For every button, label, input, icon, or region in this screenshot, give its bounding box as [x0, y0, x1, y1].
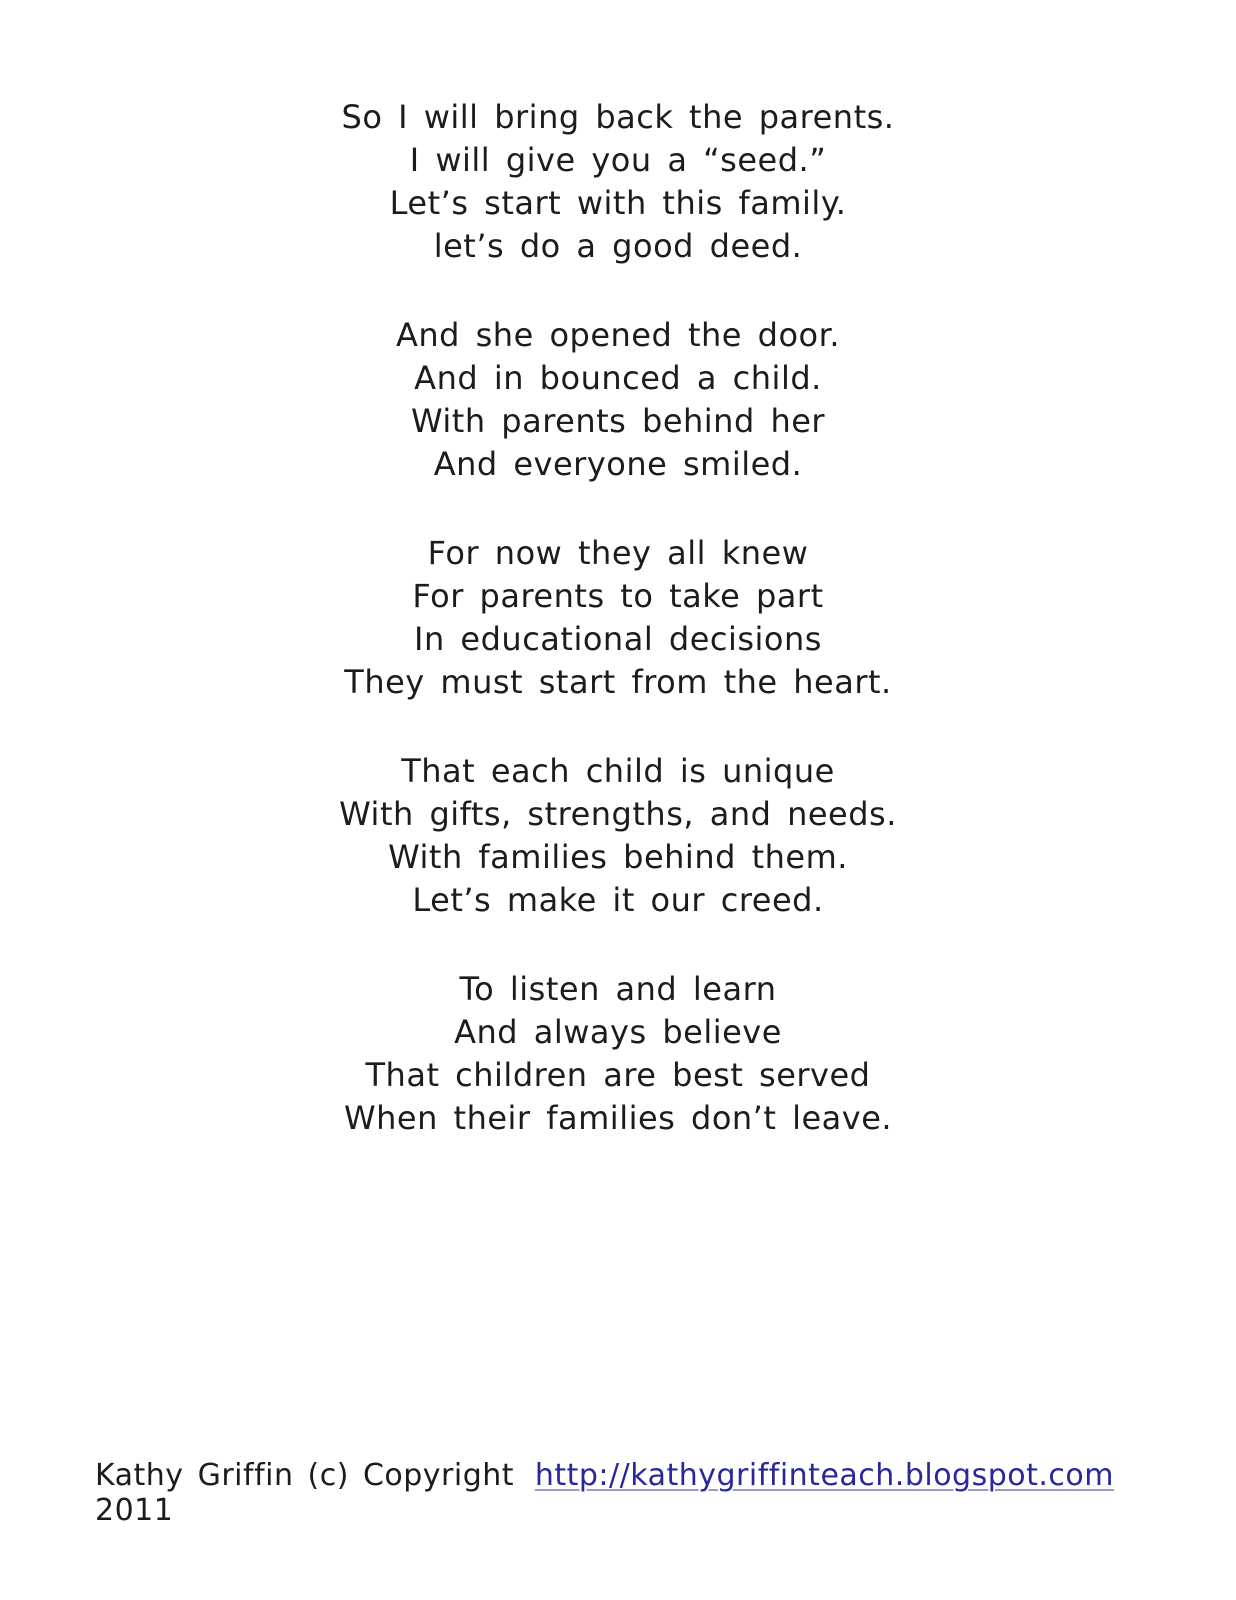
poem-line: When their families don’t leave.	[343, 1099, 893, 1137]
poem-line: So I will bring back the parents.	[341, 98, 895, 136]
poem-line: let’s do a good deed.	[433, 227, 803, 265]
poem-line: With parents behind her	[410, 402, 826, 440]
poem-stanza-4	[0, 750, 1236, 922]
poem-line: To listen and learn	[459, 970, 777, 1008]
poem-stanza-1	[0, 96, 1236, 268]
page-footer	[0, 1458, 1236, 1528]
poem-line: And in bounced a child.	[414, 359, 822, 397]
poem-line: I will give you a “seed.”	[409, 141, 827, 179]
poem-line: They must start from the heart.	[344, 663, 892, 701]
poem-stanza-3	[0, 532, 1236, 704]
poem-line: And she opened the door.	[395, 316, 841, 354]
poem-line: And always believe	[454, 1013, 782, 1051]
poem-line: With gifts, strengths, and needs.	[339, 795, 897, 833]
poem-line: That each child is unique	[401, 752, 835, 790]
poem-line: Let’s start with this family.	[389, 184, 847, 222]
poem-line: In educational decisions	[414, 620, 822, 658]
blog-link[interactable]: http://kathygriffinteach.blogspot.com	[534, 1458, 1114, 1493]
poem-line: That children are best served	[365, 1056, 871, 1094]
poem-line: With families behind them.	[388, 838, 848, 876]
poem-stanza-2	[0, 314, 1236, 486]
copyright-text: Kathy Griffin (c) Copyright 2011	[95, 1458, 515, 1528]
poem-line: And everyone smiled.	[433, 445, 803, 483]
poem-line: Let’s make it our creed.	[412, 881, 824, 919]
poem-line: For parents to take part	[412, 577, 824, 615]
poem-stanza-5	[0, 968, 1236, 1140]
poem-line: For now they all knew	[427, 534, 809, 572]
